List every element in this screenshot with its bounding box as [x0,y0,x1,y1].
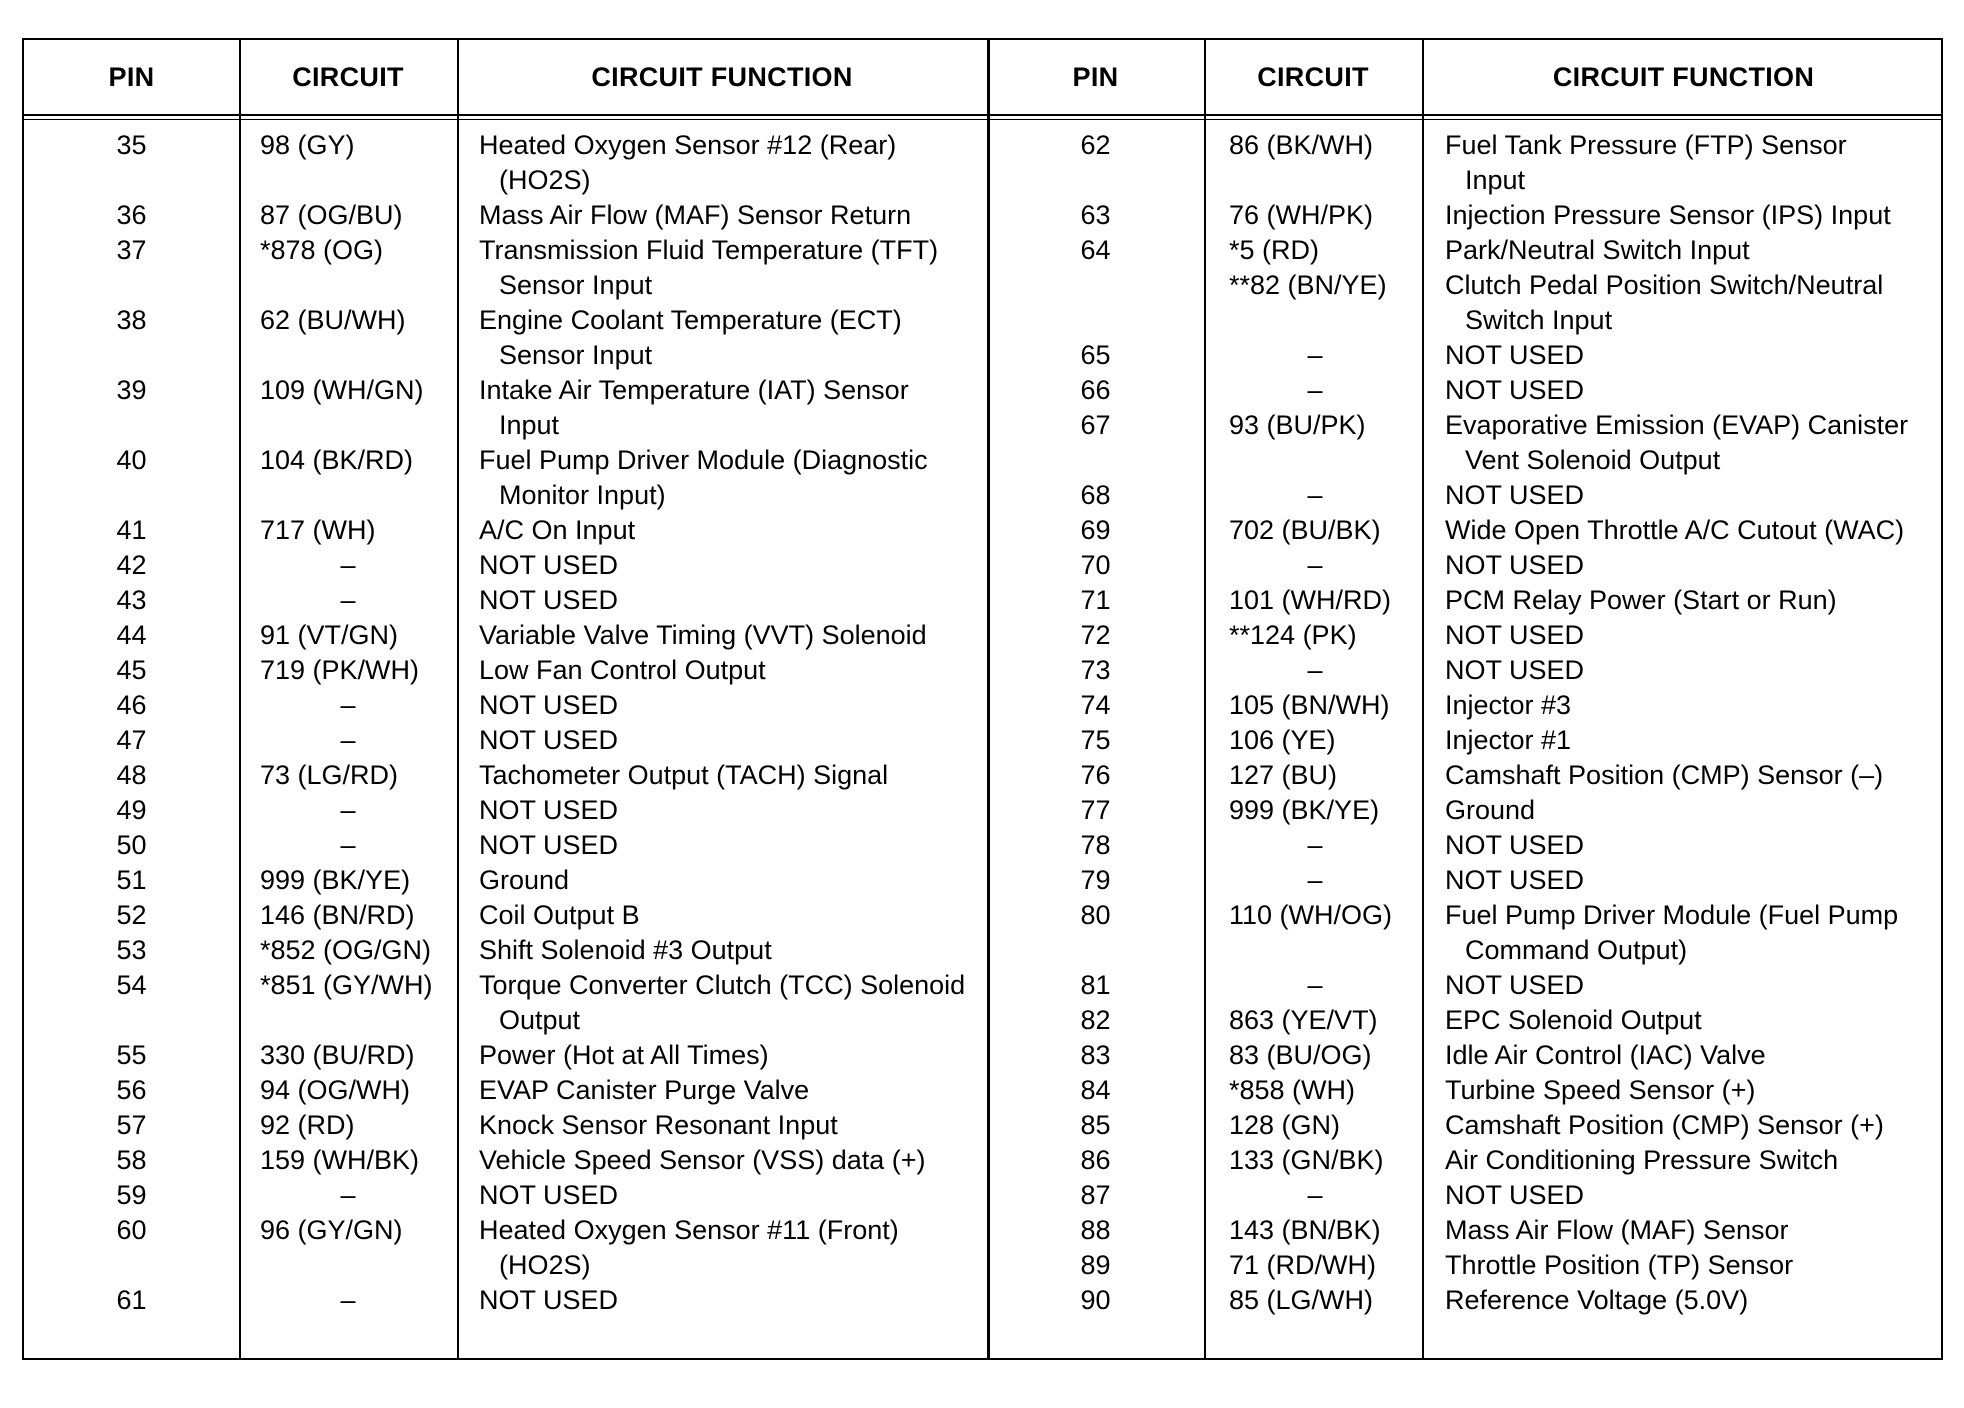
circuit-id: 717 (WH) [260,515,376,545]
pin-number: 84 [1080,1075,1111,1105]
circuit-id: 999 (BK/YE) [260,865,411,895]
circuit-function: Shift Solenoid #3 Output [479,935,772,965]
table-row [24,1283,1941,1318]
table-row [24,338,1941,373]
circuit-id: – [1307,1180,1323,1210]
circuit-function: Camshaft Position (CMP) Sensor (–) [1445,760,1884,790]
circuit-id: *852 (OG/GN) [260,935,432,965]
table-row [24,1248,1941,1283]
circuit-function: NOT USED [1445,830,1585,860]
circuit-function: NOT USED [1445,480,1585,510]
circuit-id: 96 (GY/GN) [260,1215,403,1245]
circuit-function: Intake Air Temperature (IAT) Sensor [479,375,909,405]
circuit-id: 105 (BN/WH) [1229,690,1390,720]
pin-number: 64 [1080,235,1111,265]
circuit-id: 702 (BU/BK) [1229,515,1381,545]
circuit-function: Heated Oxygen Sensor #12 (Rear) [479,130,897,160]
circuit-function: Engine Coolant Temperature (ECT) [479,305,902,335]
circuit-function: NOT USED [479,550,619,580]
circuit-id: *878 (OG) [260,235,384,265]
circuit-id: 159 (WH/BK) [260,1145,420,1175]
pin-number: 75 [1080,725,1111,755]
circuit-function-continued: (HO2S) [499,1250,591,1280]
pin-number: 65 [1080,340,1111,370]
circuit-id: 85 (LG/WH) [1229,1285,1374,1315]
table-row [24,583,1941,618]
header-divider-double [24,119,1941,120]
pin-number: 76 [1080,760,1111,790]
circuit-id: 109 (WH/GN) [260,375,424,405]
pin-number: 40 [116,445,147,475]
circuit-id: 146 (BN/RD) [260,900,415,930]
circuit-id: – [340,690,356,720]
circuit-function: Evaporative Emission (EVAP) Canister [1445,410,1909,440]
circuit-function-continued: Output [499,1005,581,1035]
table-row [24,863,1941,898]
circuit-function: Fuel Tank Pressure (FTP) Sensor [1445,130,1847,160]
pin-number: 87 [1080,1180,1111,1210]
pin-number: 66 [1080,375,1111,405]
circuit-id: – [340,1285,356,1315]
circuit-id: – [340,1180,356,1210]
table-row [24,688,1941,723]
circuit-id: 101 (WH/RD) [1229,585,1392,615]
circuit-id: **124 (PK) [1229,620,1357,650]
circuit-id: 86 (BK/WH) [1229,130,1374,160]
circuit-id: 104 (BK/RD) [260,445,414,475]
circuit-function: PCM Relay Power (Start or Run) [1445,585,1837,615]
circuit-function: Mass Air Flow (MAF) Sensor Return [479,200,912,230]
circuit-function: Power (Hot at All Times) [479,1040,769,1070]
table-row [24,1213,1941,1248]
circuit-function: Turbine Speed Sensor (+) [1445,1075,1756,1105]
table-row [24,1038,1941,1073]
table-row [24,478,1941,513]
circuit-function: Coil Output B [479,900,640,930]
circuit-function: NOT USED [1445,970,1585,1000]
table-row [24,1178,1941,1213]
circuit-id: – [1307,865,1323,895]
circuit-function: Camshaft Position (CMP) Sensor (+) [1445,1110,1884,1140]
pin-number: 45 [116,655,147,685]
circuit-id: 330 (BU/RD) [260,1040,415,1070]
pin-number: 68 [1080,480,1111,510]
circuit-id: 110 (WH/OG) [1229,900,1393,930]
circuit-function: A/C On Input [479,515,636,545]
pin-number: 55 [116,1040,147,1070]
pin-number: 59 [116,1180,147,1210]
circuit-function: EPC Solenoid Output [1445,1005,1702,1035]
circuit-function: Air Conditioning Pressure Switch [1445,1145,1839,1175]
circuit-id: 127 (BU) [1229,760,1338,790]
pin-number: 44 [116,620,147,650]
pin-number: 47 [116,725,147,755]
table-row [24,758,1941,793]
circuit-function: Injector #3 [1445,690,1572,720]
circuit-id: 863 (YE/VT) [1229,1005,1378,1035]
pin-number: 71 [1080,585,1111,615]
circuit-function: NOT USED [1445,865,1585,895]
circuit-id: 106 (YE) [1229,725,1336,755]
table-row [24,653,1941,688]
pin-number: 50 [116,830,147,860]
pin-number: 54 [116,970,147,1000]
pin-number: 70 [1080,550,1111,580]
pin-number: 86 [1080,1145,1111,1175]
circuit-function: NOT USED [1445,340,1585,370]
pin-number: 53 [116,935,147,965]
circuit-id: *5 (RD) [1229,235,1320,265]
circuit-id: *858 (WH) [1229,1075,1356,1105]
circuit-function: Park/Neutral Switch Input [1445,235,1750,265]
header-pin-left: PIN [108,61,155,92]
circuit-function: Ground [479,865,570,895]
pin-number: 37 [116,235,147,265]
pin-number: 57 [116,1110,147,1140]
circuit-id: *851 (GY/WH) [260,970,433,1000]
circuit-function: Low Fan Control Output [479,655,766,685]
pin-number: 49 [116,795,147,825]
pin-number: 35 [116,130,147,160]
circuit-function: NOT USED [1445,655,1585,685]
circuit-function: Vehicle Speed Sensor (VSS) data (+) [479,1145,926,1175]
circuit-function-continued: Input [1465,165,1526,195]
circuit-id: 62 (BU/WH) [260,305,406,335]
pin-number: 52 [116,900,147,930]
pinout-table [22,38,1943,1360]
circuit-id: **82 (BN/YE) [1229,270,1387,300]
circuit-function: NOT USED [1445,375,1585,405]
circuit-function: Clutch Pedal Position Switch/Neutral [1445,270,1884,300]
table-row [24,793,1941,828]
pin-number: 79 [1080,865,1111,895]
circuit-id: – [340,725,356,755]
circuit-function: Heated Oxygen Sensor #11 (Front) [479,1215,899,1245]
table-row [24,828,1941,863]
circuit-function: NOT USED [479,725,619,755]
table-row [24,373,1941,408]
pin-number: 43 [116,585,147,615]
circuit-function-continued: Monitor Input) [499,480,666,510]
pin-number: 82 [1080,1005,1111,1035]
circuit-id: 128 (GN) [1229,1110,1341,1140]
pin-number: 85 [1080,1110,1111,1140]
circuit-function: NOT USED [1445,1180,1585,1210]
circuit-id: – [340,585,356,615]
circuit-function-continued: (HO2S) [499,165,591,195]
pin-number: 80 [1080,900,1111,930]
table-row [24,548,1941,583]
table-row [24,723,1941,758]
circuit-id: 98 (GY) [260,130,355,160]
pin-number: 78 [1080,830,1111,860]
circuit-id: – [1307,655,1323,685]
circuit-function-continued: Sensor Input [499,340,653,370]
header-function-left: CIRCUIT FUNCTION [591,61,853,92]
circuit-function-continued: Vent Solenoid Output [1465,445,1721,475]
table-row [24,1073,1941,1108]
circuit-id: 92 (RD) [260,1110,355,1140]
circuit-function: Torque Converter Clutch (TCC) Solenoid [479,970,966,1000]
circuit-function: NOT USED [479,585,619,615]
circuit-id: – [340,795,356,825]
circuit-function: NOT USED [479,1180,619,1210]
circuit-function: Knock Sensor Resonant Input [479,1110,838,1140]
circuit-function-continued: Command Output) [1465,935,1688,965]
header-divider [24,114,1941,116]
circuit-function: EVAP Canister Purge Valve [479,1075,810,1105]
pin-number: 88 [1080,1215,1111,1245]
circuit-function: Throttle Position (TP) Sensor [1445,1250,1794,1280]
header-pin-right: PIN [1072,61,1119,92]
circuit-function-continued: Switch Input [1465,305,1613,335]
pin-number: 83 [1080,1040,1111,1070]
circuit-function: Ground [1445,795,1536,825]
circuit-function: Tachometer Output (TACH) Signal [479,760,889,790]
circuit-function: Wide Open Throttle A/C Cutout (WAC) [1445,515,1905,545]
pin-number: 61 [116,1285,147,1315]
circuit-function: NOT USED [479,830,619,860]
pin-number: 58 [116,1145,147,1175]
circuit-function: Injection Pressure Sensor (IPS) Input [1445,200,1891,230]
circuit-function: NOT USED [479,690,619,720]
circuit-function: Mass Air Flow (MAF) Sensor [1445,1215,1789,1245]
table-row [24,1108,1941,1143]
header-circuit-right: CIRCUIT [1257,61,1369,92]
circuit-id: 999 (BK/YE) [1229,795,1380,825]
circuit-id: 83 (BU/OG) [1229,1040,1372,1070]
circuit-function: Variable Valve Timing (VVT) Solenoid [479,620,927,650]
circuit-id: 133 (GN/BK) [1229,1145,1384,1175]
circuit-id: – [1307,375,1323,405]
pin-number: 51 [116,865,147,895]
pin-number: 90 [1080,1285,1111,1315]
pin-number: 38 [116,305,147,335]
circuit-function-continued: Input [499,410,560,440]
circuit-function: NOT USED [1445,620,1585,650]
pin-number: 69 [1080,515,1111,545]
circuit-id: 91 (VT/GN) [260,620,399,650]
circuit-id: – [340,830,356,860]
header-function-right: CIRCUIT FUNCTION [1552,61,1815,92]
pin-number: 41 [116,515,147,545]
circuit-id: – [1307,830,1323,860]
circuit-id: 71 (RD/WH) [1229,1250,1376,1280]
circuit-id: 93 (BU/PK) [1229,410,1366,440]
circuit-function-continued: Sensor Input [499,270,653,300]
circuit-id: – [340,550,356,580]
table-row [24,233,1941,268]
circuit-function: Idle Air Control (IAC) Valve [1445,1040,1766,1070]
circuit-id: 143 (BN/BK) [1229,1215,1381,1245]
table-row [24,1143,1941,1178]
pin-number: 81 [1080,970,1111,1000]
circuit-id: – [1307,550,1323,580]
pin-number: 60 [116,1215,147,1245]
circuit-function: Fuel Pump Driver Module (Fuel Pump [1445,900,1899,930]
pin-number: 63 [1080,200,1111,230]
pin-number: 77 [1080,795,1111,825]
circuit-id: 719 (PK/WH) [260,655,420,685]
circuit-function: Reference Voltage (5.0V) [1445,1285,1749,1315]
circuit-id: 73 (LG/RD) [260,760,399,790]
circuit-function: Injector #1 [1445,725,1572,755]
circuit-id: 94 (OG/WH) [260,1075,411,1105]
pin-number: 73 [1080,655,1111,685]
pin-number: 67 [1080,410,1111,440]
circuit-id: – [1307,340,1323,370]
table-row [24,513,1941,548]
circuit-id: 76 (WH/PK) [1229,200,1374,230]
circuit-id: – [1307,480,1323,510]
pin-number: 46 [116,690,147,720]
pin-number: 62 [1080,130,1111,160]
header-circuit-left: CIRCUIT [292,61,404,92]
table-row [24,618,1941,653]
circuit-function: NOT USED [1445,550,1585,580]
circuit-function: NOT USED [479,795,619,825]
circuit-function: NOT USED [479,1285,619,1315]
pin-number: 48 [116,760,147,790]
pin-number: 56 [116,1075,147,1105]
table-row [24,1003,1941,1038]
circuit-function: Transmission Fluid Temperature (TFT) [479,235,939,265]
pin-number: 72 [1080,620,1111,650]
circuit-id: – [1307,970,1323,1000]
pin-number: 39 [116,375,147,405]
pin-number: 89 [1080,1250,1111,1280]
pin-number: 74 [1080,690,1111,720]
pin-number: 36 [116,200,147,230]
table-row [24,968,1941,1003]
pin-number: 42 [116,550,147,580]
circuit-id: 87 (OG/BU) [260,200,403,230]
table-row [24,198,1941,233]
pin-number [987,268,1204,303]
circuit-function: Fuel Pump Driver Module (Diagnostic [479,445,928,475]
